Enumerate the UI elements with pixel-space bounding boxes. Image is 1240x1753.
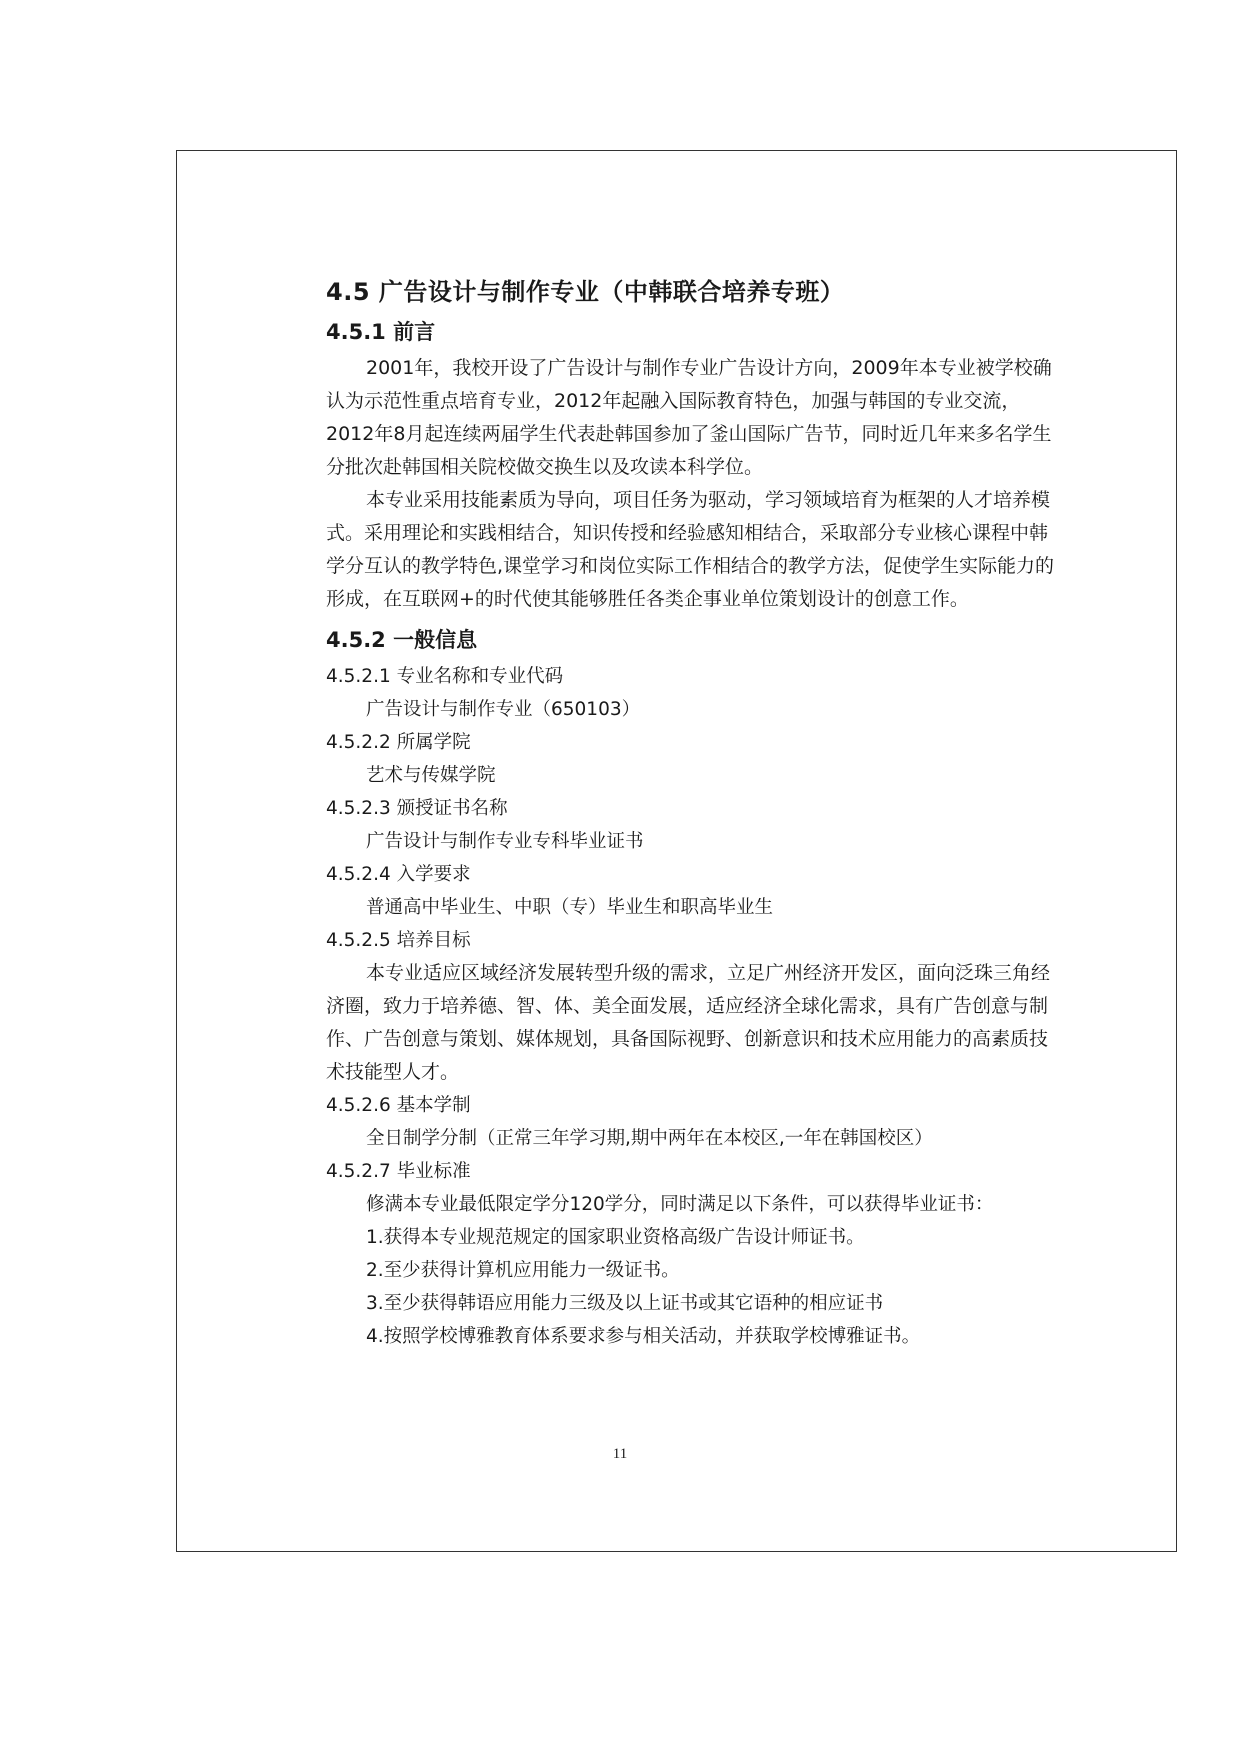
graduation-item: 4.按照学校博雅教育体系要求参与相关活动，并获取学校博雅证书。: [366, 1326, 921, 1347]
training-goal-text: 本专业适应区域经济发展转型升级的需求，立足广州经济开发区，面向泛珠三角经济圈，致力于培养德、智、体、美全面发展，适应经济全球化需求，具有广告创意与制作、广告创意与策划、媒体规划，具备国际视野、创新意识和技术应用能力的高素质技术技能型人才。: [326, 962, 1051, 1083]
certificate-label: 4.5.2.3 颁授证书名称: [326, 798, 508, 819]
study-system-value: 全日制学分制（正常三年学习期,期中两年在本校区,一年在韩国校区）: [366, 1128, 933, 1149]
graduation-intro: 修满本专业最低限定学分120学分，同时满足以下条件，可以获得毕业证书：: [366, 1194, 994, 1215]
certificate-value: 广告设计与制作专业专科毕业证书: [366, 831, 644, 852]
college-label: 4.5.2.2 所属学院: [326, 732, 471, 753]
training-goal-label: 4.5.2.5 培养目标: [326, 930, 471, 951]
graduation-label: 4.5.2.7 毕业标准: [326, 1161, 471, 1182]
admission-value: 普通高中毕业生、中职（专）毕业生和职高毕业生: [366, 897, 774, 918]
graduation-item: 3.至少获得韩语应用能力三级及以上证书或其它语种的相应证书: [366, 1293, 884, 1314]
college-value: 艺术与传媒学院: [366, 765, 496, 786]
preface-paragraph-1: 2001年，我校开设了广告设计与制作专业广告设计方向，2009年本专业被学校确认为示范性重点培育专业，2012年起融入国际教育特色，加强与韩国的专业交流，2012年8月起连续两届学生代表赴韩国参加了釜山国际广告节，同时近几年来多名学生分批次赴韩国相关院校做交换生以及攻读本科学位。: [326, 357, 1052, 478]
preface-paragraph-2: 本专业采用技能素质为导向，项目任务为驱动，学习领域培育为框架的人才培养模式。采用理论和实践相结合，知识传授和经验感知相结合，采取部分专业核心课程中韩学分互认的教学特色,课堂学习和岗位实际工作相结合的教学方法，促使学生实际能力的形成，在互联网+的时代使其能够胜任各类企事业单位策划设计的创意工作。: [326, 489, 1055, 610]
graduation-item: 1.获得本专业规范规定的国家职业资格高级广告设计师证书。: [366, 1227, 865, 1248]
document-body: [326, 272, 1066, 1353]
subsection-general-info-title: 4.5.2 一般信息: [326, 628, 478, 652]
major-code-value: 广告设计与制作专业（650103）: [366, 699, 641, 720]
section-title: 4.5 广告设计与制作专业（中韩联合培养专班）: [326, 278, 845, 306]
page-number: 11: [612, 1446, 628, 1462]
subsection-preface-title: 4.5.1 前言: [326, 320, 436, 344]
graduation-item: 2.至少获得计算机应用能力一级证书。: [366, 1260, 680, 1281]
study-system-label: 4.5.2.6 基本学制: [326, 1095, 471, 1116]
major-code-label: 4.5.2.1 专业名称和专业代码: [326, 666, 564, 687]
admission-label: 4.5.2.4 入学要求: [326, 864, 471, 885]
